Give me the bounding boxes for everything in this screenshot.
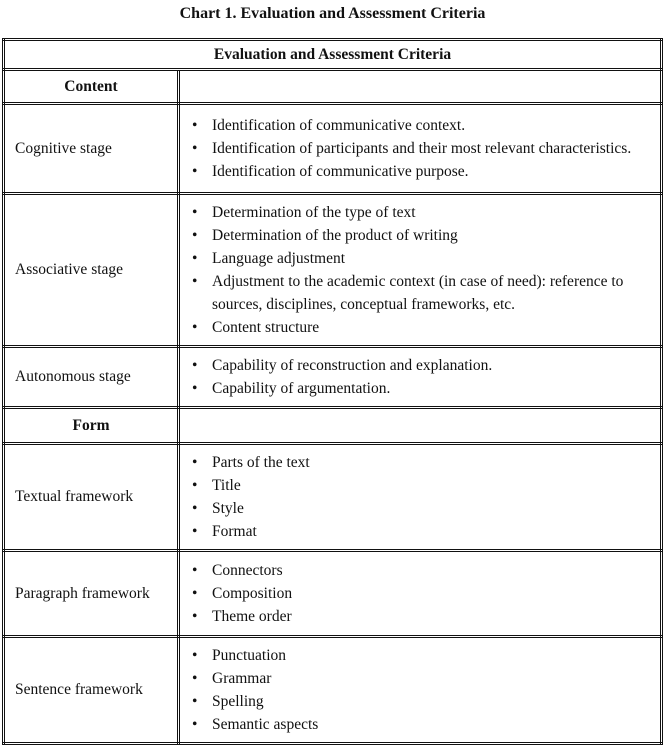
criteria-cell: [179, 637, 662, 744]
list-item: • Identification of participants and their most relevant characteristics.: [212, 137, 650, 160]
list-item: • Semantic aspects: [212, 713, 650, 736]
list-item: • Capability of argumentation.: [212, 377, 650, 400]
criteria-cell: [179, 551, 662, 637]
section-row: [4, 408, 662, 444]
list-item: • Punctuation: [212, 644, 650, 667]
list-item: • Style: [212, 497, 650, 520]
stage-label: Textual framework: [4, 444, 179, 551]
table-row: [4, 347, 662, 408]
chart-caption: Chart 1. Evaluation and Assessment Criteria: [179, 5, 486, 22]
stage-label: Sentence framework: [4, 637, 179, 744]
criteria-list: [190, 445, 650, 549]
list-item: • Spelling: [212, 690, 650, 713]
criteria-list: [190, 195, 650, 345]
criteria-cell: [179, 347, 662, 408]
section-title: Content: [4, 70, 179, 104]
list-item: • Identification of communicative context.: [212, 114, 650, 137]
table-row: [4, 637, 662, 744]
list-item: • Theme order: [212, 605, 650, 628]
table-header: Evaluation and Assessment Criteria: [4, 40, 662, 70]
list-item: • Connectors: [212, 559, 650, 582]
list-item: • Title: [212, 474, 650, 497]
criteria-list: [190, 108, 650, 189]
criteria-list: [190, 553, 650, 634]
list-item: • Language adjustment: [212, 247, 650, 270]
criteria-list: [190, 348, 650, 406]
stage-label: Associative stage: [4, 194, 179, 347]
table-row: [4, 444, 662, 551]
list-item: • Determination of the product of writing: [212, 224, 650, 247]
list-item: • Content structure: [212, 316, 650, 339]
stage-label: Cognitive stage: [4, 104, 179, 194]
table-row: [4, 104, 662, 194]
list-item: • Grammar: [212, 667, 650, 690]
list-item: • Determination of the type of text: [212, 201, 650, 224]
criteria-cell: [179, 194, 662, 347]
table-row: [4, 551, 662, 637]
list-item: • Capability of reconstruction and explanation.: [212, 354, 650, 377]
criteria-list: [190, 638, 650, 742]
stage-label: Paragraph framework: [4, 551, 179, 637]
criteria-cell: [179, 104, 662, 194]
table-header-row: [4, 40, 662, 70]
list-item: • Parts of the text: [212, 451, 650, 474]
empty-cell: [179, 70, 662, 104]
section-row: [4, 70, 662, 104]
empty-cell: [179, 408, 662, 444]
list-item: • Adjustment to the academic context (in case of need): reference to sources, disciplines, conceptual frameworks, etc.: [212, 270, 650, 316]
criteria-cell: [179, 444, 662, 551]
list-item: • Identification of communicative purpose.: [212, 160, 650, 183]
section-title: Form: [4, 408, 179, 444]
criteria-table: [2, 38, 663, 745]
stage-label: Autonomous stage: [4, 347, 179, 408]
list-item: • Format: [212, 520, 650, 543]
table-row: [4, 194, 662, 347]
list-item: • Composition: [212, 582, 650, 605]
